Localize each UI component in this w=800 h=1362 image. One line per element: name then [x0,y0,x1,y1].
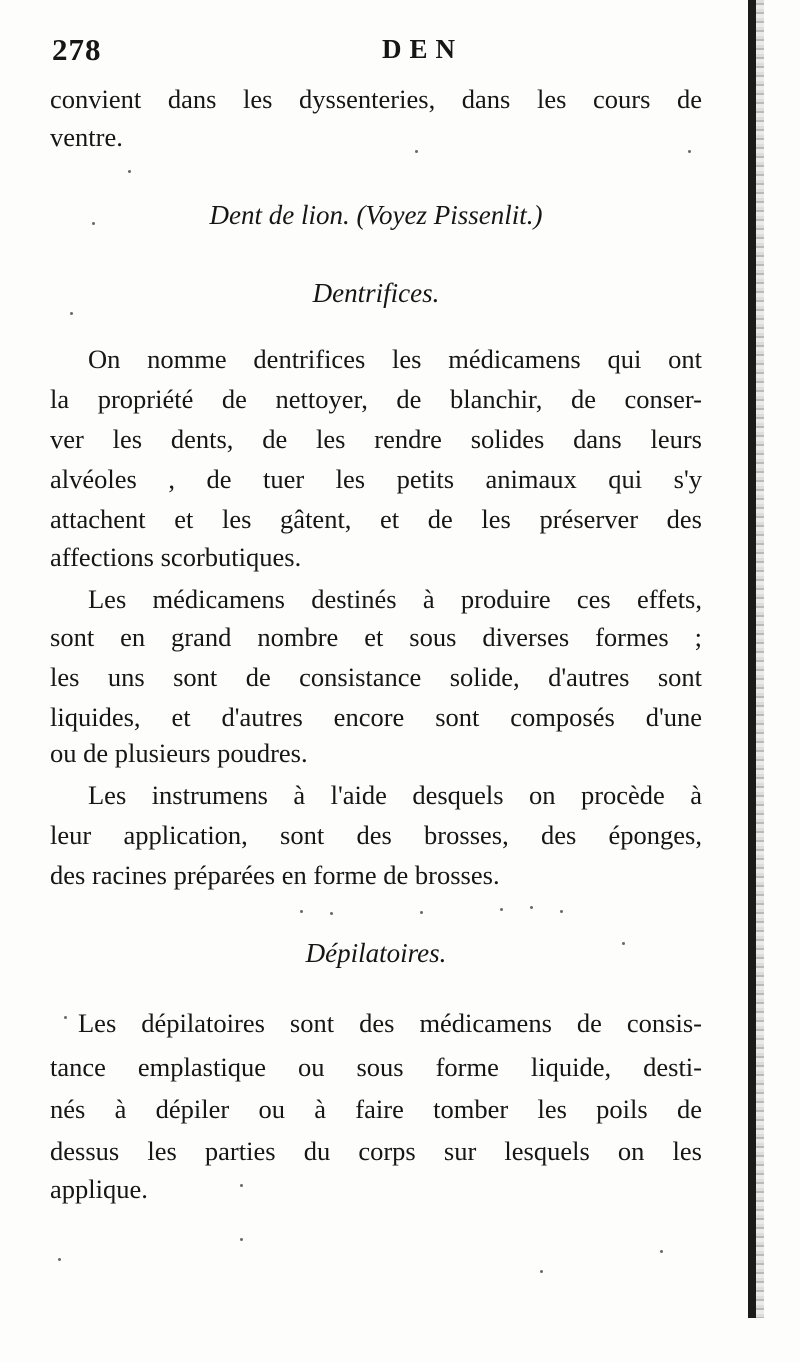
continuation-line: convient dans les dyssenteries, dans les cours de [50,84,702,114]
paragraph-line: les uns sont de consistance solide, d'autres sont [50,662,702,692]
scan-speck [500,908,503,911]
paragraph-line: ver les dents, de les rendre solides dans leurs [50,424,702,454]
scan-speck [560,910,563,913]
continuation-line: ventre. [50,122,123,152]
paragraph-line: On nomme dentrifices les médicamens qui ont [88,344,702,374]
scan-speck [420,911,423,914]
paragraph-line: nés à dépiler ou à faire tomber les poils de [50,1094,702,1124]
scan-speck [330,912,333,915]
page-header [52,32,702,76]
running-head: DEN [382,34,464,64]
scan-speck [622,942,625,945]
scan-speck [415,150,418,153]
scan-speck [58,1258,61,1261]
scan-speck [688,150,691,153]
paragraph-line: Les médicamens destinés à produire ces effets, [88,584,702,614]
scan-speck [70,312,73,315]
scan-speck [660,1250,663,1253]
paragraph-line: ou de plusieurs poudres. [50,738,308,768]
paragraph-line: sont en grand nombre et sous diverses formes ; [50,622,702,652]
paragraph-line: la propriété de nettoyer, de blanchir, de conser- [50,384,702,414]
paragraph-line: affections scorbutiques. [50,542,302,572]
paragraph-line: Les dépilatoires sont des médicamens de consis- [78,1008,702,1038]
paragraph-line: tance emplastique ou sous forme liquide, desti- [50,1052,702,1082]
scan-speck [92,222,95,225]
page-binding-edge [748,0,756,1318]
entry-heading-dentrifices: Dentrifices. [312,278,440,308]
scan-speck [300,910,303,913]
scan-speck [128,170,131,173]
entry-heading-dent-de-lion: Dent de lion. (Voyez Pissenlit.) [209,200,543,230]
paragraph-line: attachent et les gâtent, et de les préserver des [50,504,702,534]
paragraph-line: dessus les parties du corps sur lesquels on les [50,1136,702,1166]
entry-heading-depilatoires: Dépilatoires. [305,938,447,968]
paragraph-line: applique. [50,1174,148,1204]
scan-speck [64,1016,67,1019]
scan-speck [530,906,533,909]
paragraph-line: des racines préparées en forme de brosses. [50,860,500,890]
scan-speck [540,1270,543,1273]
paragraph-line: leur application, sont des brosses, des éponges, [50,820,702,850]
page-gutter-shadow [755,0,764,1318]
page-number: 278 [52,32,102,67]
scan-speck [240,1238,243,1241]
paragraph-line: Les instrumens à l'aide desquels on procède à [88,780,702,810]
scan-speck [240,1184,243,1187]
paragraph-line: liquides, et d'autres encore sont composés d'une [50,702,702,732]
paragraph-line: alvéoles , de tuer les petits animaux qui s'y [50,464,702,494]
